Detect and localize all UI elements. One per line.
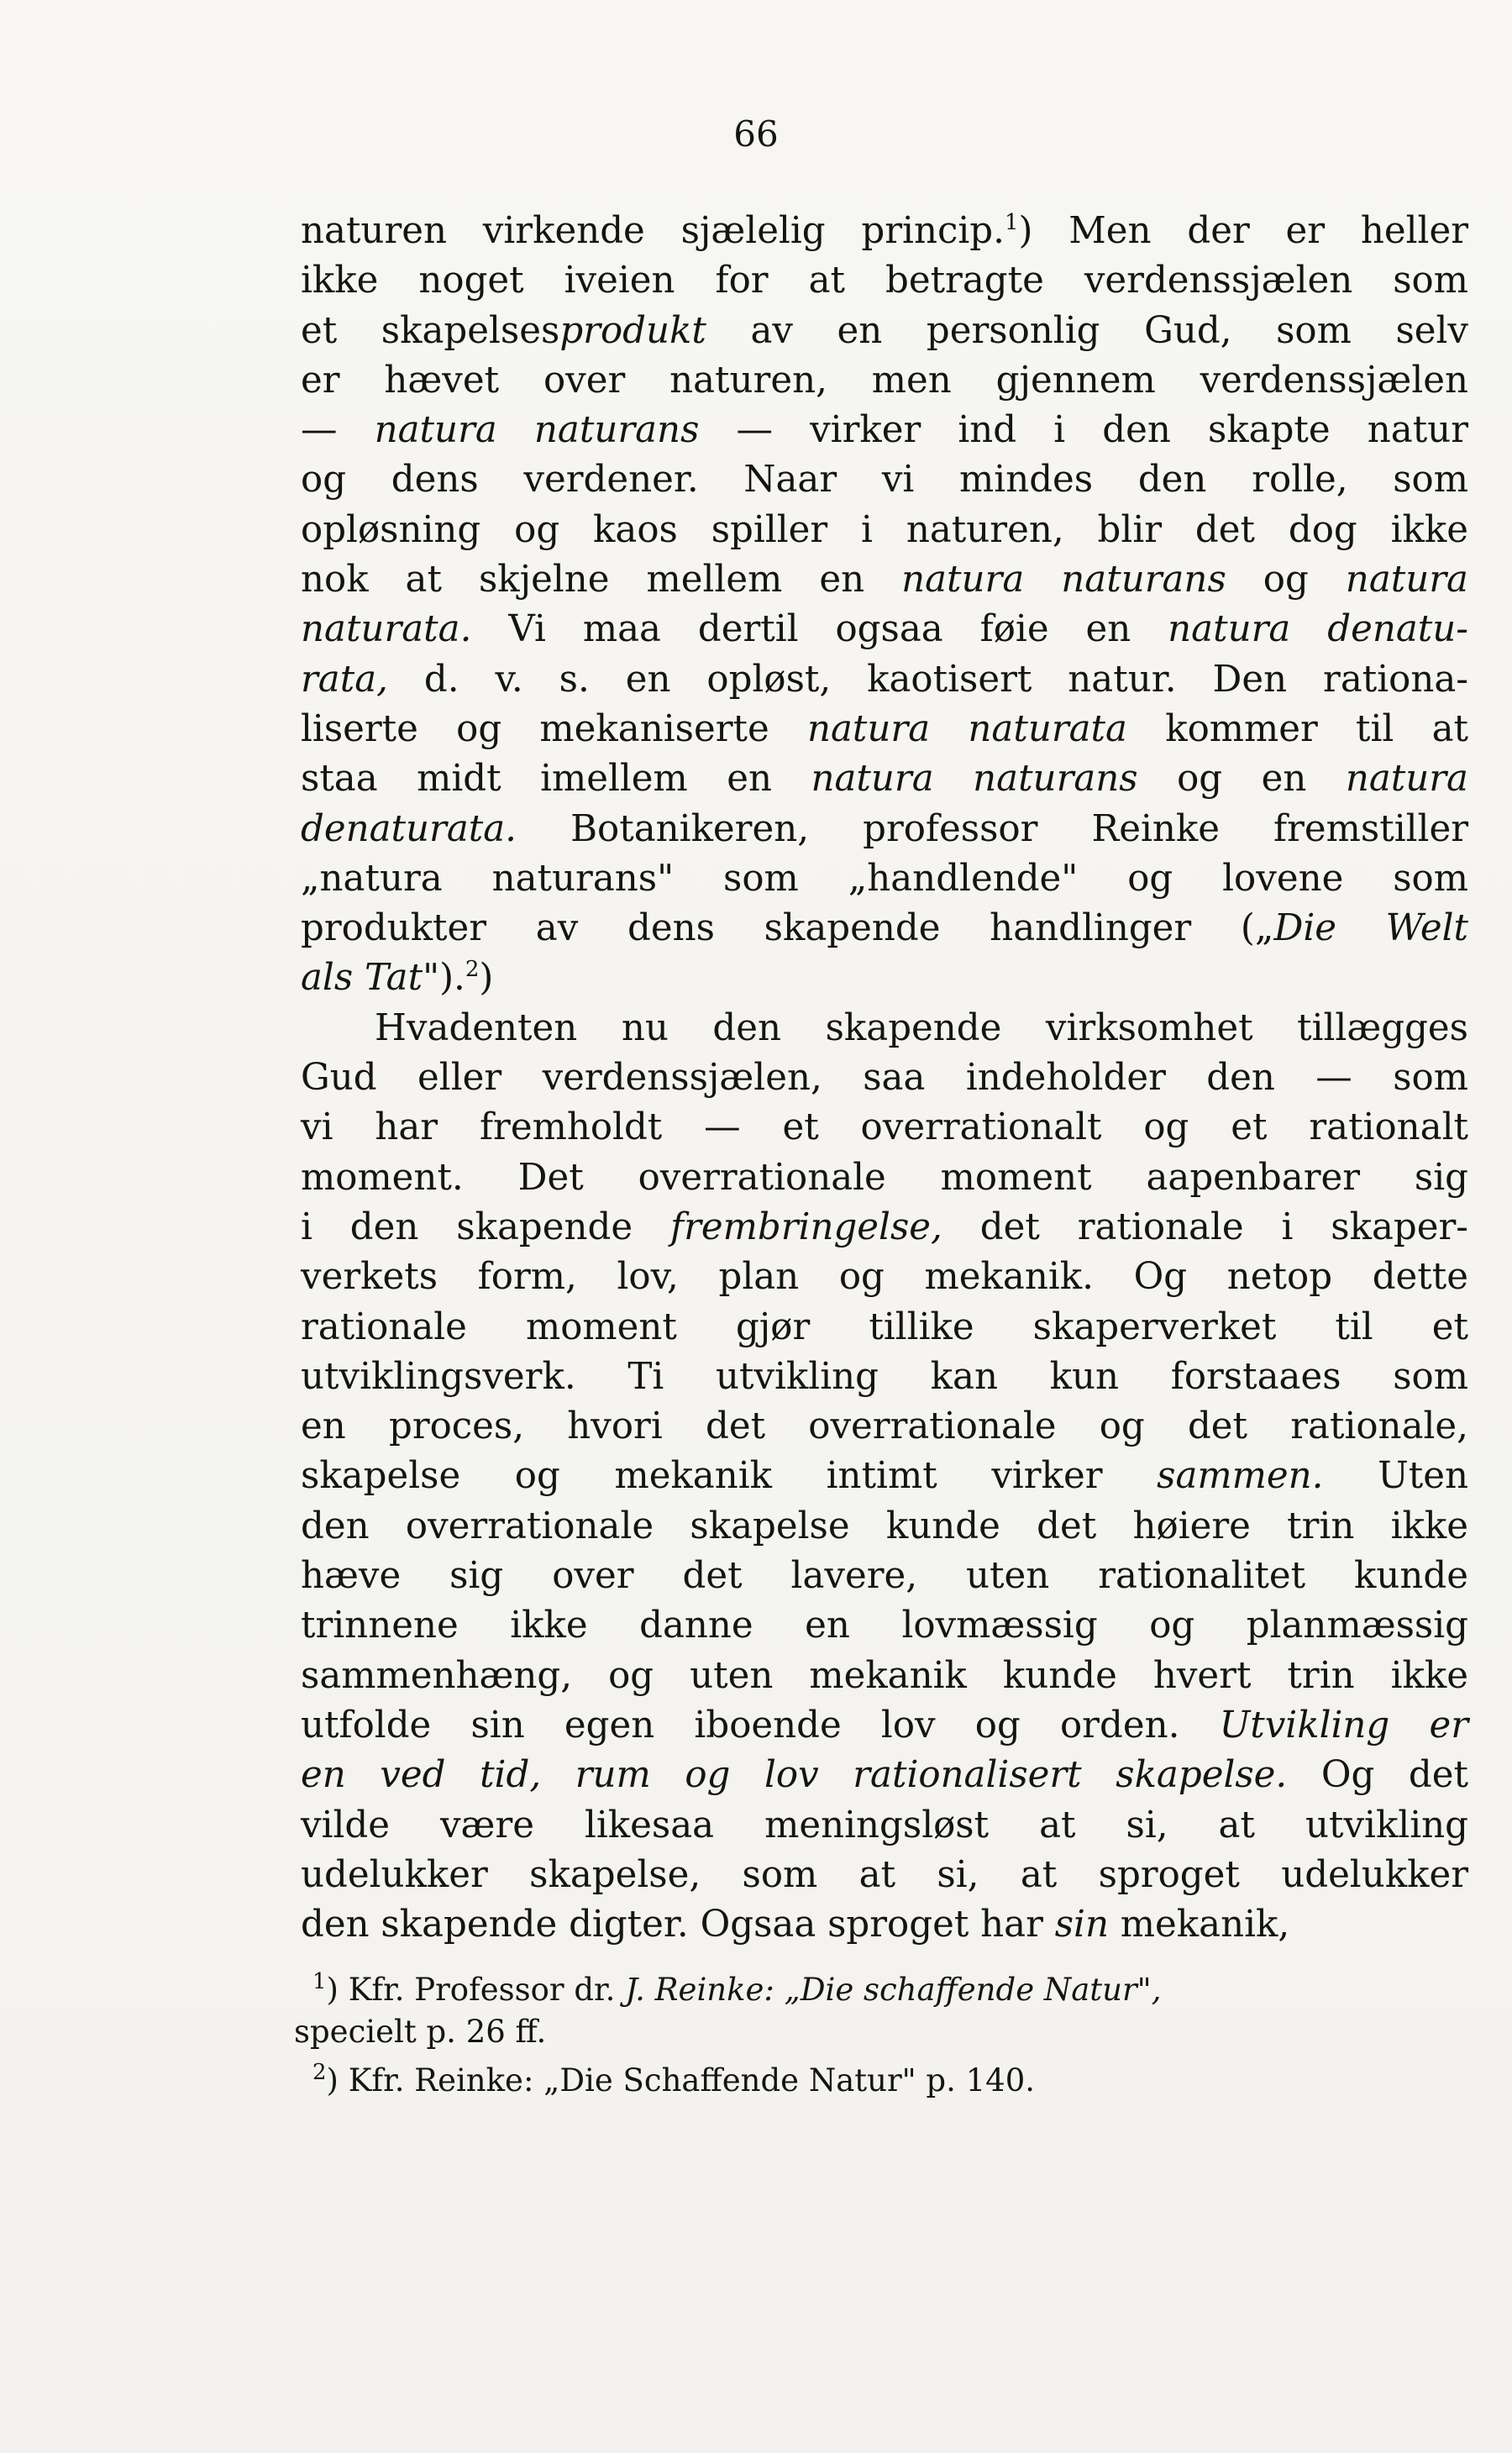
italic-text: natura naturans: [811, 758, 1138, 801]
text-segment: „natura naturans" som „handlende" og lovene som: [301, 857, 1468, 900]
italic-text: natura naturans: [901, 559, 1226, 601]
text-line: [301, 805, 1468, 854]
text-line: [301, 1900, 1468, 1950]
text-line: [301, 854, 1468, 904]
text-segment: — virker ind i den skapte natur: [699, 409, 1468, 452]
text-segment: er hævet over naturen, men gjennem verdenssjælen: [301, 359, 1468, 402]
footnotes: [294, 1969, 1470, 2102]
italic-text: naturata.: [301, 608, 472, 651]
text-segment: ikke noget iveien for at betragte verdenssjælen som: [301, 260, 1468, 302]
text-segment: og en: [1137, 758, 1346, 801]
text-segment: mekanik,: [1108, 1904, 1290, 1946]
text-line: [301, 555, 1468, 605]
text-line: [301, 1103, 1468, 1153]
text-line: [301, 705, 1468, 754]
text-segment: Botanikeren, professor Reinke fremstiller: [517, 807, 1468, 850]
italic-text: Die Welt: [1273, 907, 1468, 950]
body-text: [301, 207, 1468, 1950]
italic-text: als Tat: [301, 957, 423, 1000]
text-segment: staa midt imellem en: [301, 758, 811, 801]
text-segment: skapelse og mekanik intimt virker: [301, 1455, 1158, 1498]
text-segment: ").: [423, 957, 465, 1000]
text-segment: rationale moment gjør tillike skaperverket til et: [301, 1305, 1468, 1348]
text-segment: utfolde sin egen iboende lov og orden.: [301, 1704, 1220, 1747]
italic-text: en ved tid, rum og lov rationalisert skapelse.: [301, 1754, 1288, 1797]
text-segment: ) Men der er heller: [1018, 210, 1468, 252]
text-segment: —: [301, 409, 375, 452]
text-line: [301, 1601, 1468, 1651]
text-segment: utviklingsverk. Ti utvikling kan kun forstaaes som: [301, 1355, 1468, 1398]
text-segment: av en personlig Gud, som selv: [706, 309, 1468, 352]
italic-text: Utvikling er: [1219, 1704, 1468, 1747]
text-segment: ) Kfr. Professor dr.: [326, 1972, 626, 2008]
text-segment: ): [479, 957, 494, 1000]
text-segment: den skapende digter. Ogsaa sproget har: [301, 1904, 1055, 1946]
text-segment: produkter av dens skapende handlinger („: [301, 907, 1274, 950]
italic-text: natura denatu-: [1168, 608, 1468, 651]
text-line: [301, 1801, 1468, 1851]
text-line: [301, 256, 1468, 306]
text-segment: kommer til at: [1126, 707, 1469, 750]
text-line: [301, 1402, 1468, 1452]
text-segment: Hvadenten nu den skapende virksomhet tillægges: [375, 1006, 1468, 1049]
text-segment: naturen virkende sjælelig princip.: [301, 210, 1005, 252]
italic-text: natura naturata: [806, 707, 1127, 750]
italic-text: sammen.: [1157, 1455, 1324, 1498]
footnote-reference: 1: [1004, 210, 1019, 235]
text-line: [301, 406, 1468, 455]
text-segment: Og det: [1287, 1754, 1469, 1797]
text-segment: vi har fremholdt — et overrationalt og et rationalt: [301, 1106, 1468, 1149]
text-segment: Uten: [1323, 1455, 1468, 1498]
text-line: [301, 506, 1468, 555]
text-segment: nok at skjelne mellem en: [301, 559, 902, 601]
text-line: [301, 1153, 1468, 1203]
text-segment: en proces, hvori det overrationale og det rationale,: [301, 1405, 1468, 1448]
text-segment: liserte og mekaniserte: [301, 707, 807, 750]
italic-text: natura naturans: [374, 409, 700, 452]
footnote-line: [294, 1969, 1470, 2011]
italic-text: denaturata.: [301, 807, 517, 850]
text-segment: d. v. s. en opløst, kaotisert natur. Den rationa-: [387, 658, 1468, 701]
text-line: [301, 1851, 1468, 1900]
text-segment: i den skapende: [301, 1205, 670, 1248]
text-line: [301, 1502, 1468, 1552]
text-line: [301, 953, 1468, 1003]
text-segment: den overrationale skapelse kunde det høiere trin ikke: [301, 1505, 1468, 1547]
text-line: [301, 655, 1468, 705]
text-line: [301, 1004, 1468, 1053]
italic-text: J. Reinke: „Die schaffende Natur",: [625, 1972, 1162, 2008]
text-line: [301, 1253, 1468, 1302]
text-segment: vilde være likesaa meningsløst at si, at utvikling: [301, 1804, 1468, 1846]
text-segment: og dens verdener. Naar vi mindes den rolle, som: [301, 459, 1468, 502]
italic-text: rata,: [301, 658, 388, 701]
footnote-mark: 1: [312, 1969, 327, 1994]
footnote-line: [294, 2060, 1470, 2102]
text-line: [301, 1303, 1468, 1353]
text-segment: Vi maa dertil ogsaa føie en: [471, 608, 1168, 651]
text-segment: trinnene ikke danne en lovmæssig og planmæssig: [301, 1605, 1468, 1647]
italic-text: natura: [1345, 758, 1468, 801]
text-line: [301, 1652, 1468, 1701]
text-segment: ) Kfr. Reinke: „Die Schaffende Natur" p. 140.: [326, 2062, 1036, 2098]
text-segment: det rationale i skaper-: [942, 1205, 1468, 1248]
text-line: [301, 605, 1468, 654]
italic-text: frembringelse,: [670, 1205, 942, 1248]
text-line: [301, 1353, 1468, 1402]
text-segment: hæve sig over det lavere, uten rationalitet kunde: [301, 1555, 1468, 1598]
text-line: [301, 1203, 1468, 1253]
text-segment: og: [1226, 559, 1346, 601]
page-number: 66: [733, 113, 779, 155]
text-segment: specielt p. 26 ff.: [294, 2014, 547, 2050]
footnote-line: [294, 2011, 1470, 2053]
italic-text: produkt: [559, 309, 706, 352]
italic-text: natura: [1345, 559, 1468, 601]
text-line: [301, 1053, 1468, 1103]
text-line: [301, 207, 1468, 256]
text-segment: opløsning og kaos spiller i naturen, blir det dog ikke: [301, 508, 1468, 551]
text-segment: et skapelses: [301, 309, 560, 352]
text-line: [301, 1452, 1468, 1501]
text-segment: moment. Det overrationale moment aapenbarer sig: [301, 1156, 1468, 1199]
text-line: [301, 1701, 1468, 1751]
text-segment: verkets form, lov, plan og mekanik. Og netop dette: [301, 1256, 1468, 1299]
text-line: [301, 307, 1468, 356]
italic-text: sin: [1054, 1904, 1109, 1946]
text-segment: Gud eller verdenssjælen, saa indeholder den — som: [301, 1057, 1468, 1100]
text-line: [301, 904, 1468, 953]
text-line: [301, 754, 1468, 804]
text-line: [301, 1552, 1468, 1601]
text-segment: udelukker skapelse, som at si, at sproget udelukker: [301, 1853, 1468, 1896]
text-segment: sammenhæng, og uten mekanik kunde hvert trin ikke: [301, 1654, 1468, 1697]
text-line: [301, 356, 1468, 406]
text-line: [301, 455, 1468, 505]
footnote-mark: 2: [312, 2060, 327, 2085]
footnote-reference: 2: [465, 957, 480, 983]
text-line: [301, 1751, 1468, 1800]
